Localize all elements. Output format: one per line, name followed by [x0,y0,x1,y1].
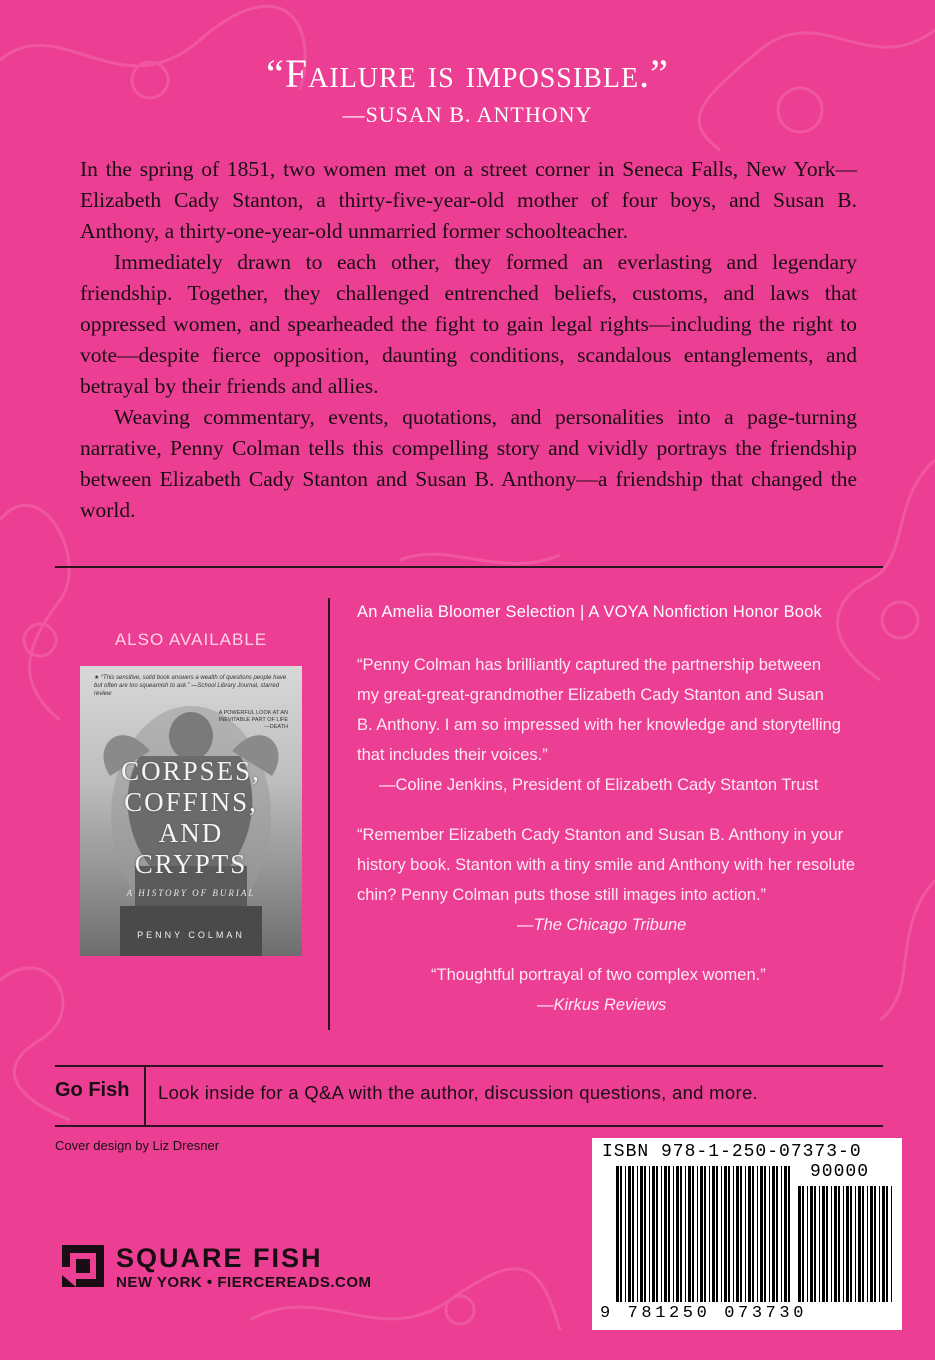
review-line: B. Anthony. I am so impressed with her knowledge and storytelling [357,716,841,734]
barcode-stripe [764,1166,766,1302]
attribution-dash: — [537,996,554,1014]
cover-title-line: AND [158,818,224,848]
book-description [80,154,857,526]
barcode-stripe [745,1166,746,1302]
cover-title [80,756,302,880]
barcode-stripe [664,1166,667,1302]
barcode-stripe [788,1166,790,1302]
barcode-stripe [834,1186,837,1302]
barcode-stripe [704,1166,706,1302]
barcode-stripe [772,1166,775,1302]
barcode-stripe [776,1166,778,1302]
barcode-stripe [855,1186,856,1302]
publisher-name: SQUARE FISH [116,1243,323,1273]
barcode-stripe [802,1186,804,1302]
barcode-stripe [625,1166,626,1302]
barcode-stripe [733,1166,734,1302]
barcode-stripe [652,1166,655,1302]
barcode-stripe [748,1166,751,1302]
description-paragraph: In the spring of 1851, two women met on a street corner in Seneca Falls, New York—Elizabeth Cady Stanton, a thirty-five-year-old mother of four boys, and Susan B. Anthony, a thirty-one-year-old unmarried former schoolteacher. [80,157,857,243]
barcode-stripe [807,1186,808,1302]
barcode-stripe [685,1166,686,1302]
review-stanton-trust [357,650,877,800]
barcode-stripe [882,1186,885,1302]
review-line: chin? Penny Colman puts those still images into action.” [357,886,767,904]
cover-review-blurb: ★ “This sensitive, solid book answers a wealth of questions people have but often are too squeamish to ask.” —School Library Journal, starred review [94,675,287,697]
cover-title-line: CORPSES, [121,756,261,786]
cover-design-credit: Cover design by Liz Dresner [55,1138,220,1153]
barcode-stripe [850,1186,852,1302]
cover-title-line: COFFINS, [124,787,258,817]
divider-go-fish-vertical [144,1065,146,1127]
barcode-stripe [862,1186,864,1302]
epigraph-attribution: —SUSAN B. ANTHONY [342,102,593,127]
review-line: “Thoughtful portrayal of two complex women.” [431,966,766,984]
review-attribution [357,910,877,940]
barcode-stripe [826,1186,828,1302]
divider-top [55,566,883,568]
review-line: “Remember Elizabeth Cady Stanton and Susan B. Anthony in your [357,826,844,844]
review-line: history book. Stanton with a tiny smile and Anthony with her resolute [357,856,856,874]
barcode-stripe [874,1186,876,1302]
barcode-stripe [661,1166,662,1302]
cover-tagline: A POWERFUL LOOK AT AN INEVITABLE PART OF LIFE—DEATH [218,710,288,730]
review-line: “Penny Colman has brilliantly captured the partnership between [357,656,822,674]
cover-author: PENNY COLMAN [137,930,245,940]
also-available-book-cover[interactable] [80,666,302,956]
barcode-stripe [649,1166,650,1302]
review-attribution [357,990,877,1020]
barcode-stripe [752,1166,754,1302]
barcode-stripe [676,1166,679,1302]
barcode-stripe [697,1166,698,1302]
review-chicago-tribune [357,820,877,940]
barcode-stripe [798,1186,801,1302]
barcode-stripe [769,1166,770,1302]
barcode-stripe [867,1186,868,1302]
epigraph-quote: “Failure is impossible.” [266,51,669,96]
barcode-stripe [858,1186,861,1302]
barcode-stripe [760,1166,763,1302]
barcode-stripe [724,1166,727,1302]
price-code-text: 90000 [810,1162,870,1182]
attribution-source: The Chicago Tribune [533,916,687,934]
barcode-stripe [640,1166,643,1302]
isbn-text: ISBN 978-1-250-07373-0 [602,1142,862,1162]
cover-title-line: CRYPTS [134,849,248,879]
review-attribution: —Coline Jenkins, President of Elizabeth Cady Stanton Trust [379,776,819,794]
barcode-stripe [712,1166,715,1302]
honors-line: An Amelia Bloomer Selection | A VOYA Nonfiction Honor Book [357,603,822,621]
attribution-dash: — [517,916,534,934]
barcode-stripe [886,1186,888,1302]
barcode-stripe [822,1186,825,1302]
barcode-stripe [644,1166,646,1302]
barcode-stripe [831,1186,832,1302]
barcode-stripe [740,1166,742,1302]
barcode-stripe [680,1166,682,1302]
barcode-bars [592,1138,902,1330]
barcode-stripe [656,1166,658,1302]
barcode-stripe [736,1166,739,1302]
barcode-stripe [810,1186,813,1302]
ean-number: 9 781250 073730 [600,1304,808,1323]
also-available-label: ALSO AVAILABLE [114,630,268,649]
barcode-stripe [668,1166,670,1302]
review-kirkus [357,960,877,1020]
barcode-stripe [838,1186,840,1302]
divider-go-fish-bottom [55,1125,883,1127]
cover-subtitle: A HISTORY OF BURIAL [126,888,256,898]
isbn-barcode [592,1138,902,1330]
barcode-stripe [716,1166,718,1302]
divider-vertical [328,598,330,1030]
barcode-stripe [814,1186,816,1302]
barcode-stripe [709,1166,710,1302]
barcode-stripe [632,1166,634,1302]
description-paragraph: Immediately drawn to each other, they formed an everlasting and legendary friendship. Together, they challenged entrenched beliefs, customs, and laws that oppressed women, and spearheaded the fight to gain legal rights—including the right to vote—despite fierce opposition, daunting conditions, scandalous entanglements, and betrayal by their friends and allies. [80,250,857,398]
go-fish-label: Go Fish [55,1079,130,1101]
review-line: my great-great-grandmother Elizabeth Cady Stanton and Susan [357,686,824,704]
barcode-stripe [692,1166,694,1302]
barcode-stripe [819,1186,820,1302]
square-fish-logo-icon [62,1245,104,1287]
go-fish-text: Look inside for a Q&A with the author, discussion questions, and more. [158,1082,758,1103]
barcode-stripe [891,1186,892,1302]
barcode-stripe [757,1166,758,1302]
barcode-stripe [781,1166,782,1302]
barcode-stripe [728,1166,730,1302]
divider-go-fish-top [55,1065,883,1067]
publisher-subline: NEW YORK • FIERCEREADS.COM [116,1274,372,1291]
barcode-stripe [616,1166,619,1302]
barcode-stripe [846,1186,849,1302]
barcode-stripe [637,1166,638,1302]
barcode-stripe [721,1166,722,1302]
barcode-stripe [620,1166,622,1302]
description-paragraph: Weaving commentary, events, quotations, and personalities into a page-turning narrative, Penny Colman tells this compelling story and vividly portrays the friendship between Elizabeth Cady Stanton and Susan B. Anthony—a friendship that changed the world. [80,405,857,522]
barcode-stripe [673,1166,674,1302]
barcode-stripe [843,1186,844,1302]
barcode-stripe [688,1166,691,1302]
barcode-stripe [628,1166,631,1302]
attribution-source: Kirkus Reviews [553,996,667,1014]
barcode-stripe [870,1186,873,1302]
barcode-stripe [879,1186,880,1302]
barcode-stripe [700,1166,703,1302]
review-line: that includes their voices.” [357,746,548,764]
barcode-stripe [784,1166,787,1302]
